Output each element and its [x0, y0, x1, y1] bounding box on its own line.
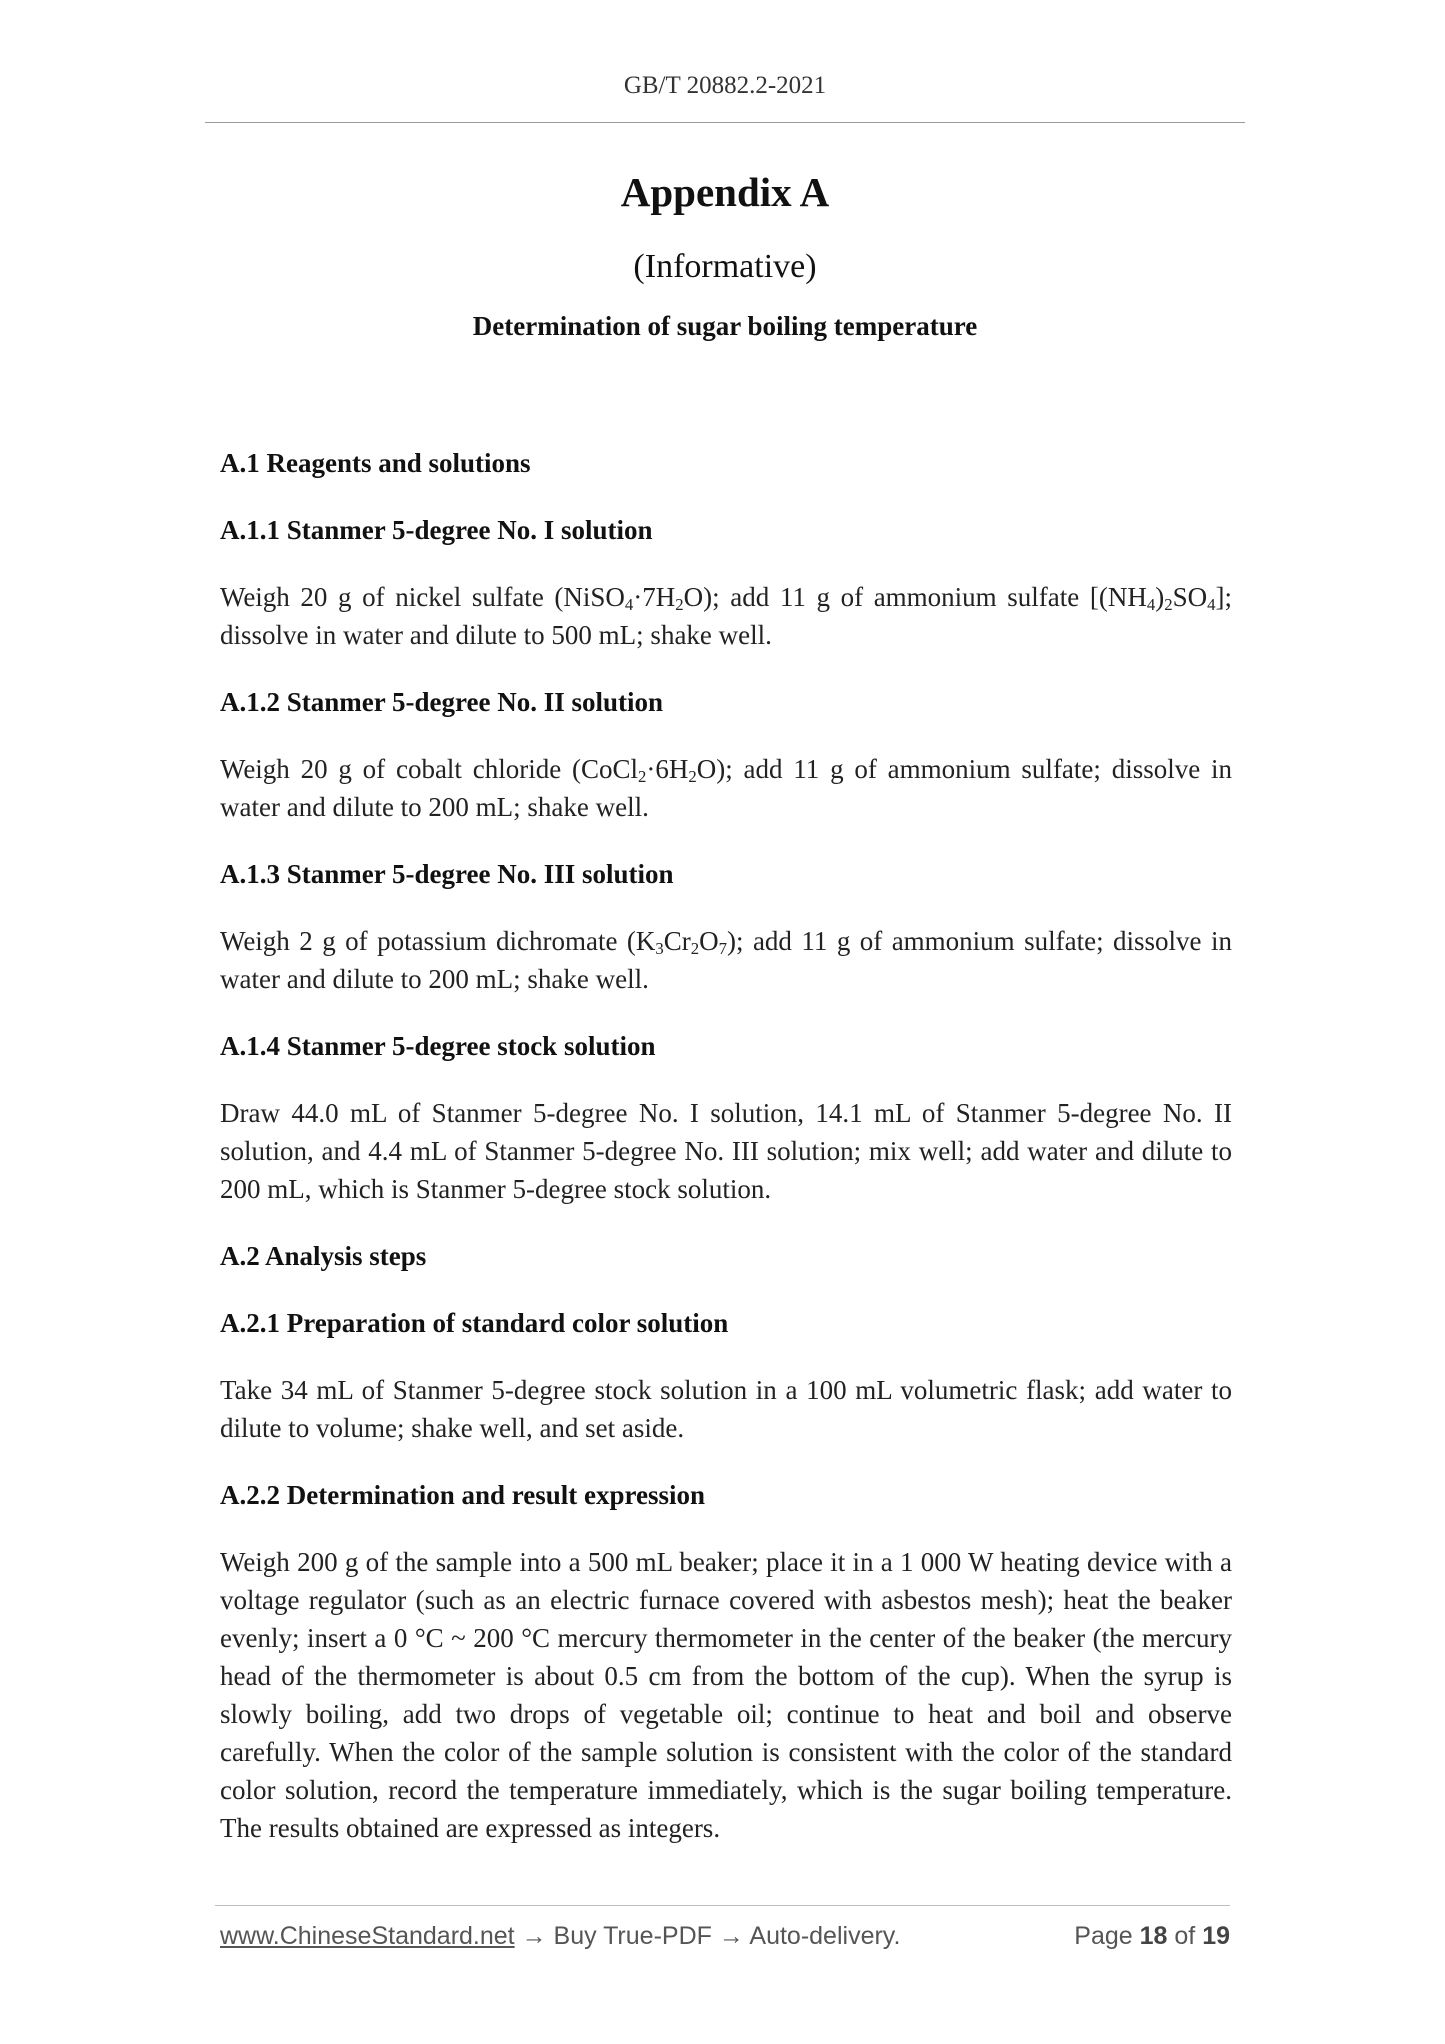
current-page-number: 18: [1139, 1922, 1168, 1950]
section-a14-heading: A.1.4 Stanmer 5-degree stock solution: [220, 1031, 656, 1061]
section-a12-heading: A.1.2 Stanmer 5-degree No. II solution: [220, 687, 663, 717]
section-a14-body: Draw 44.0 mL of Stanmer 5-degree No. I solution, 14.1 mL of Stanmer 5-degree No. II solution, and 4.4 mL of Stanmer 5-degree No. III solution; mix well; add water and dilute to 200 mL, which is Stanmer 5-degree stock solution.: [220, 1098, 1232, 1204]
appendix-title: Appendix A: [620, 169, 830, 215]
section-a22-body: Weigh 200 g of the sample into a 500 mL beaker; place it in a 1 000 W heating device with a voltage regulator (such as an electric furnace covered with asbestos mesh); heat the beaker evenly; insert a 0 °C ~ 200 °C mercury thermometer in the center of the beaker (the mercury head of the thermometer is about 0.5 cm from the bottom of the cup). When the syrup is slowly boiling, add two drops of vegetable oil; continue to heat and boil and observe carefully. When the color of the sample solution is consistent with the color of the standard color solution, record the temperature immediately, which is the sugar boiling temperature. The results obtained are expressed as integers.: [220, 1547, 1232, 1843]
section-a11-body: Weigh 20 g of nickel sulfate $(NiSO_4\cdot 7H_2O)$; add 11 g of ammonium sulfate $[(NH_4)_2SO_4]$; dissolve in water and dilute to 500 mL; shake well.: [220, 582, 1232, 650]
appendix-type: (Informative): [633, 248, 817, 285]
section-a21-heading: A.2.1 Preparation of standard color solution: [220, 1308, 729, 1338]
appendix-heading: Determination of sugar boiling temperature: [472, 311, 978, 341]
footer-promo: [220, 1922, 900, 1950]
footer-promo-text: → Buy True-PDF → Auto-delivery.: [514, 1922, 901, 1950]
section-a22-heading: A.2.2 Determination and result expression: [220, 1480, 705, 1510]
header-divider: [205, 122, 1245, 123]
section-a13-body: Weigh 2 g of potassium dichromate $(K_3Cr_2O_7)$; add 11 g of ammonium sulfate; dissolve in water and dilute to 200 mL; shake well.: [220, 926, 1232, 994]
document-code-header: GB/T 20882.2-2021: [623, 72, 827, 99]
document-body: [220, 444, 1232, 1876]
section-a11-heading: A.1.1 Stanmer 5-degree No. I solution: [220, 515, 653, 545]
footer-divider: [215, 1905, 1230, 1906]
section-a12-body: Weigh 20 g of cobalt chloride $(CoCl_2\cdot 6H_2O)$; add 11 g of ammonium sulfate; dissolve in water and dilute to 200 mL; shake well.: [220, 754, 1232, 822]
website-link[interactable]: www.ChineseStandard.net: [220, 1922, 515, 1950]
page-footer: [220, 1922, 1230, 1951]
section-a1-heading: A.1 Reagents and solutions: [220, 448, 531, 478]
section-a13-heading: A.1.3 Stanmer 5-degree No. III solution: [220, 859, 674, 889]
section-a2-heading: A.2 Analysis steps: [220, 1241, 427, 1271]
section-a21-body: Take 34 mL of Stanmer 5-degree stock solution in a 100 mL volumetric flask; add water to dilute to volume; shake well, and set aside.: [220, 1375, 1232, 1443]
total-page-number: 19: [1202, 1922, 1230, 1950]
page-indicator: Page 18 of 19: [1074, 1922, 1230, 1950]
